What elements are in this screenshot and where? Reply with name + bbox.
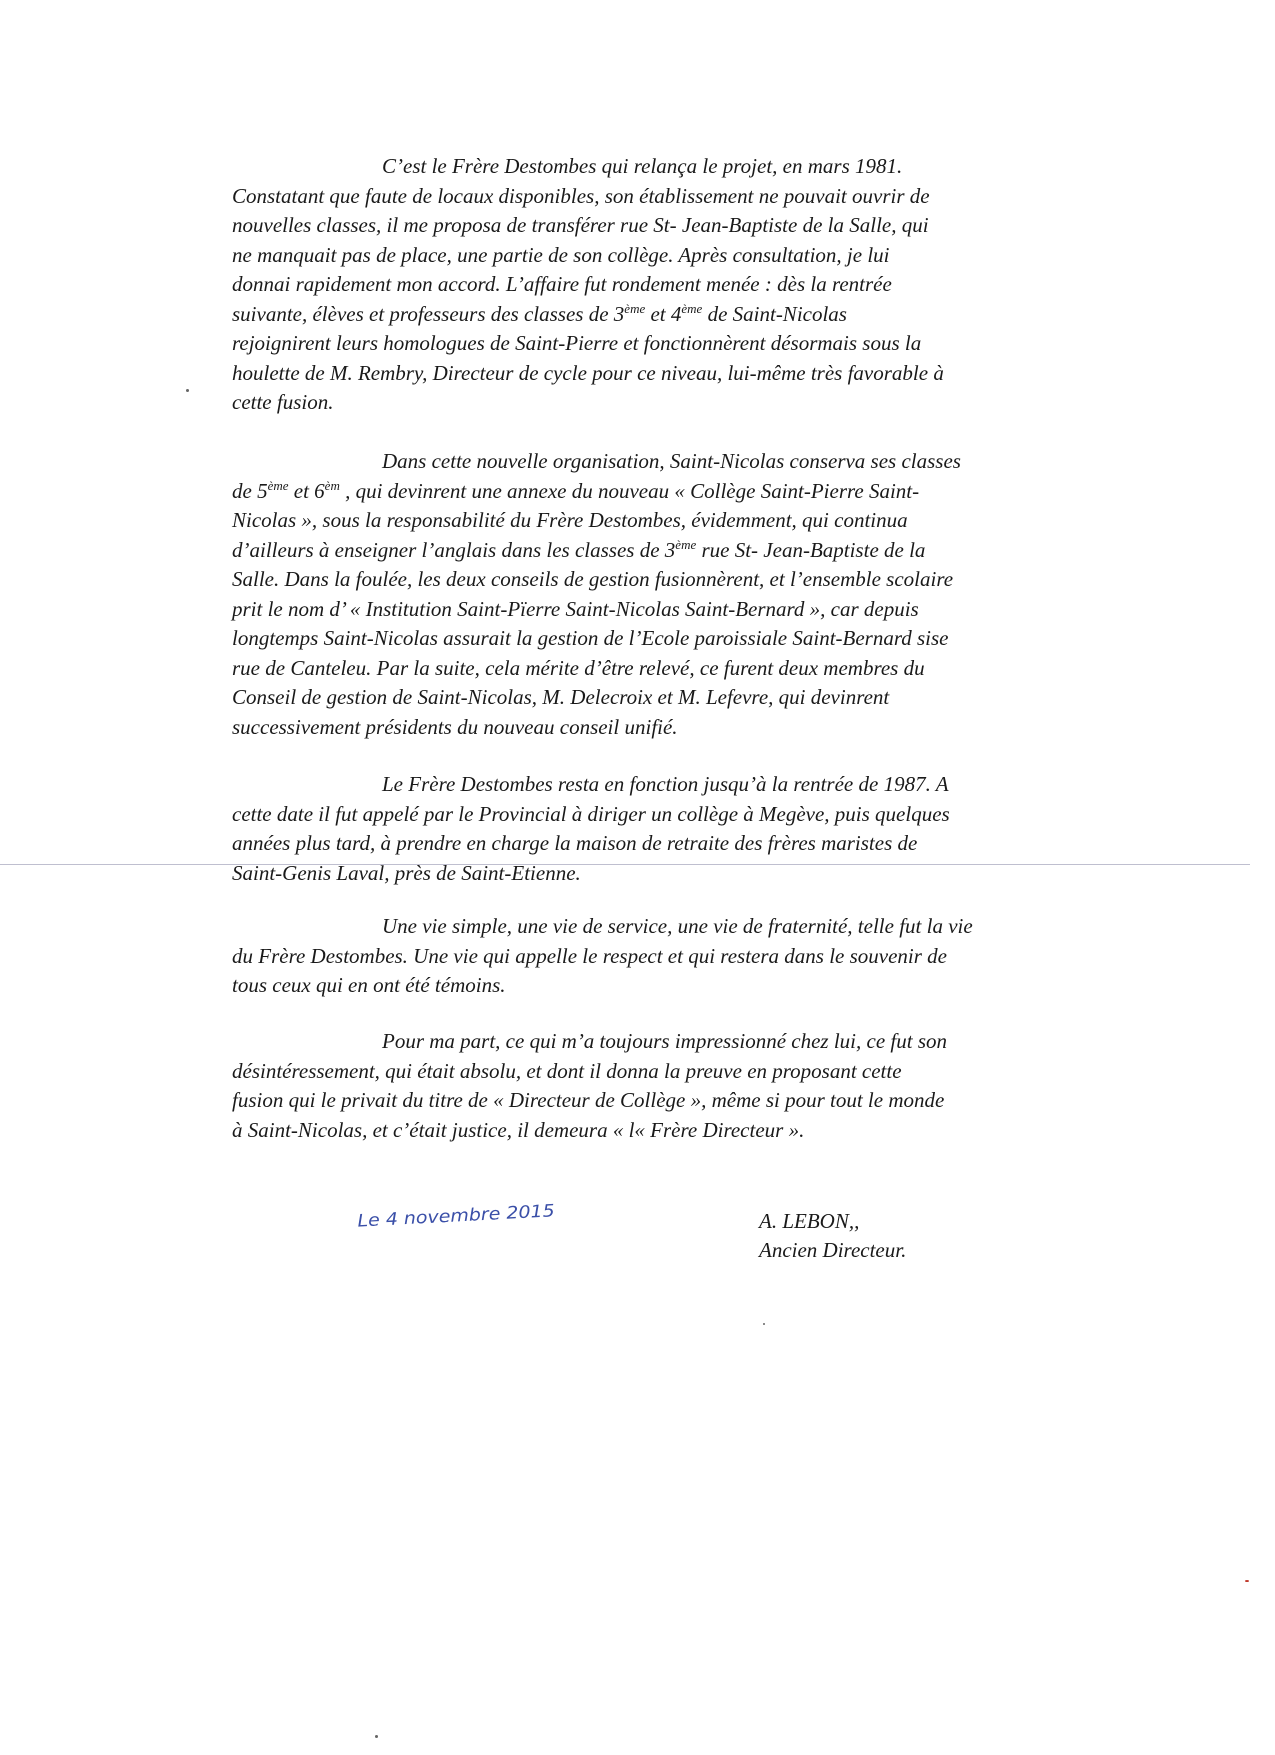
paragraph-line: Constatant que faute de locaux disponibles, son établissement ne pouvait ouvrir de (232, 183, 930, 208)
signature-title: Ancien Directeur. (759, 1238, 907, 1262)
paragraph-line: nouvelles classes, il me proposa de transférer rue St- Jean-Baptiste de la Salle, qui (232, 213, 929, 237)
scan-speck (375, 1735, 378, 1738)
paragraph-line: de 5ème et $6^{èm}$ , qui devinrent une annexe du nouveau « Collège Saint-Pierre Saint- (232, 477, 920, 503)
paragraph-line: Une vie simple, une vie de service, une vie de fraternité, telle fut la vie (382, 914, 973, 938)
paragraph-line: Dans cette nouvelle organisation, Saint-Nicolas conserva ses classes (382, 449, 961, 473)
paragraph-line: rue de Canteleu. Par la suite, cela mérite d’être relevé, ce furent deux membres du (232, 655, 925, 680)
paragraph-5 (232, 1027, 1092, 1145)
paragraph-line: Le Frère Destombes resta en fonction jusqu’à la rentrée de 1987. A (382, 772, 949, 796)
paragraph-line: prit le nom d’ « Institution Saint-Pïerre Saint-Nicolas Saint-Bernard », car depuis (232, 596, 919, 621)
paragraph-line: Conseil de gestion de Saint-Nicolas, M. Delecroix et M. Lefevre, qui devinrent (232, 685, 890, 709)
handwritten-date-text: Le 4 novembre 2015 (357, 1201, 556, 1232)
paragraph-2 (232, 447, 1092, 742)
paragraph-line: années plus tard, à prendre en charge la maison de retraite des frères maristes de (232, 831, 918, 855)
scan-speck (763, 1323, 765, 1325)
paragraph-line: houlette de M. Rembry, Directeur de cycle pour ce niveau, lui-même très favorable à (232, 360, 944, 385)
paragraph-line: Pour ma part, ce qui m’a toujours impressionné chez lui, ce fut son (382, 1029, 948, 1053)
scan-speck (186, 389, 189, 392)
paragraph-line: du Frère Destombes. Une vie qui appelle le respect et qui restera dans le souvenir de (232, 943, 947, 968)
paragraph-1 (232, 152, 1092, 418)
paragraph-line: Saint-Genis Laval, près de Saint-Etienne. (232, 860, 581, 885)
paragraph-4 (232, 912, 1092, 1001)
paragraph-line: fusion qui le privait du titre de « Directeur de Collège », même si pour tout le monde (232, 1088, 945, 1112)
paragraph-line: ne manquait pas de place, une partie de son collège. Après consultation, je lui (232, 242, 890, 267)
paragraph-line: d’ailleurs à enseigner l’anglais dans les classes de 3ème rue St- Jean-Baptiste de la (232, 536, 926, 562)
paragraph-line: Salle. Dans la foulée, les deux conseils de gestion fusionnèrent, et l’ensemble scolaire (232, 567, 954, 591)
paragraph-line: suivante, élèves et professeurs des classes de 3ème et 4ème de Saint-Nicolas (232, 300, 847, 326)
handwritten-date-scribble (356, 1196, 646, 1246)
handwritten-date (356, 1196, 646, 1246)
paragraph-line: désintéressement, qui était absolu, et dont il donna la preuve en proposant cette (232, 1058, 902, 1083)
paragraph-line: à Saint-Nicolas, et c’était justice, il demeura « l« Frère Directeur ». (232, 1117, 805, 1142)
paragraph-line: cette fusion. (232, 390, 334, 414)
paragraph-line: tous ceux qui en ont été témoins. (232, 973, 506, 997)
paragraph-3 (232, 770, 1092, 888)
paragraph-line: Nicolas », sous la responsabilité du Frère Destombes, évidemment, qui continua (232, 508, 908, 532)
paragraph-line: rejoignirent leurs homologues de Saint-Pierre et fonctionnèrent désormais sous la (232, 331, 922, 355)
paragraph-line: cette date il fut appelé par le Provincial à diriger un collège à Megève, puis quelques (232, 801, 950, 826)
signature-name: A. LEBON,, (759, 1209, 860, 1233)
paragraph-line: C’est le Frère Destombes qui relança le projet, en mars 1981. (382, 154, 903, 178)
paragraph-line: successivement présidents du nouveau conseil unifié. (232, 714, 678, 739)
signature-block (759, 1207, 906, 1265)
paragraph-line: donnai rapidement mon accord. L’affaire fut rondement menée : dès la rentrée (232, 272, 892, 296)
scan-speck (1245, 1580, 1249, 1582)
paragraph-line: longtemps Saint-Nicolas assurait la gestion de l’Ecole paroissiale Saint-Bernard sise (232, 626, 949, 650)
